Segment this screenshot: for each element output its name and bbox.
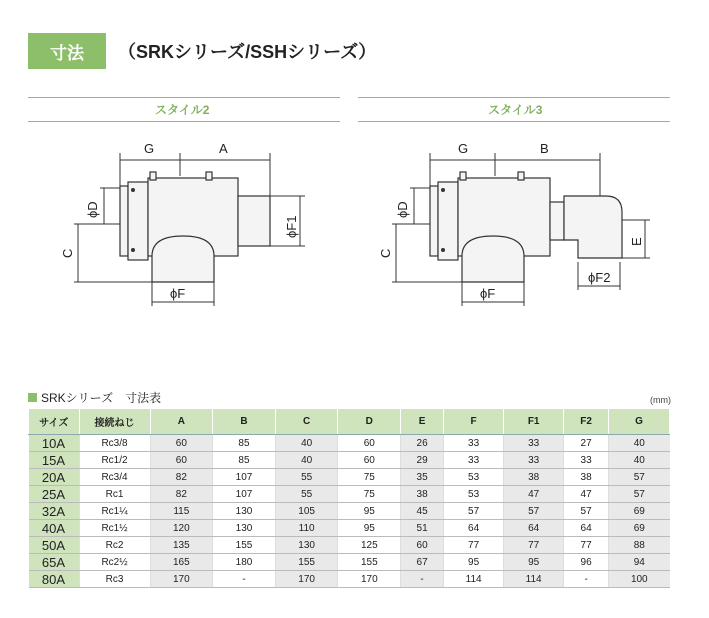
- value-cell: -: [401, 571, 444, 588]
- style2-label: スタイル2: [155, 103, 210, 117]
- size-cell: 40A: [29, 520, 80, 537]
- value-cell: 130: [275, 537, 338, 554]
- style3-dim-f2: ϕF2: [588, 270, 611, 285]
- value-cell: 69: [609, 520, 670, 537]
- value-cell: 105: [275, 503, 338, 520]
- value-cell: 67: [401, 554, 444, 571]
- value-cell: 170: [275, 571, 338, 588]
- value-cell: 29: [401, 452, 444, 469]
- value-cell: 40: [609, 452, 670, 469]
- thread-cell: Rc1/2: [79, 452, 150, 469]
- value-cell: 45: [401, 503, 444, 520]
- header-cell: D: [338, 409, 401, 435]
- value-cell: 64: [444, 520, 504, 537]
- style3-dim-d: ϕD: [395, 201, 410, 218]
- style2-dim-f: ϕF: [170, 286, 186, 301]
- value-cell: 135: [150, 537, 213, 554]
- value-cell: 55: [275, 469, 338, 486]
- table-unit: (mm): [650, 395, 671, 405]
- value-cell: 75: [338, 486, 401, 503]
- value-cell: 114: [444, 571, 504, 588]
- size-cell: 80A: [29, 571, 80, 588]
- header-cell: F: [444, 409, 504, 435]
- value-cell: 170: [338, 571, 401, 588]
- style2-dim-f1: ϕF1: [284, 215, 299, 238]
- value-cell: 77: [564, 537, 609, 554]
- style3-dim-g: G: [458, 141, 469, 156]
- table-row: [29, 537, 670, 554]
- value-cell: 55: [275, 486, 338, 503]
- dimension-table: [28, 408, 670, 588]
- table-row: [29, 503, 670, 520]
- value-cell: 47: [504, 486, 564, 503]
- value-cell: 180: [213, 554, 276, 571]
- size-cell: 32A: [29, 503, 80, 520]
- size-cell: 20A: [29, 469, 80, 486]
- size-cell: 25A: [29, 486, 80, 503]
- value-cell: 82: [150, 486, 213, 503]
- size-cell: 15A: [29, 452, 80, 469]
- value-cell: 120: [150, 520, 213, 537]
- thread-cell: Rc1¼: [79, 503, 150, 520]
- value-cell: 33: [444, 452, 504, 469]
- table-row: [29, 554, 670, 571]
- value-cell: 57: [504, 503, 564, 520]
- header-cell: A: [150, 409, 213, 435]
- size-cell: 50A: [29, 537, 80, 554]
- value-cell: 40: [275, 452, 338, 469]
- style2-dim-c: C: [60, 248, 75, 258]
- header-cell: F1: [504, 409, 564, 435]
- value-cell: 57: [444, 503, 504, 520]
- value-cell: 94: [609, 554, 670, 571]
- style2-dim-a: A: [219, 141, 228, 156]
- value-cell: 95: [444, 554, 504, 571]
- value-cell: 100: [609, 571, 670, 588]
- thread-cell: Rc2: [79, 537, 150, 554]
- value-cell: 57: [609, 469, 670, 486]
- value-cell: 75: [338, 469, 401, 486]
- value-cell: 130: [213, 520, 276, 537]
- value-cell: 107: [213, 486, 276, 503]
- style3-dim-e: E: [629, 237, 644, 246]
- style3-dim-b: B: [540, 141, 549, 156]
- style2-dim-d: ϕD: [85, 201, 100, 218]
- value-cell: 95: [504, 554, 564, 571]
- value-cell: 77: [504, 537, 564, 554]
- value-cell: 64: [504, 520, 564, 537]
- value-cell: 88: [609, 537, 670, 554]
- thread-cell: Rc2½: [79, 554, 150, 571]
- header-cell: サイズ: [29, 409, 80, 435]
- value-cell: 130: [213, 503, 276, 520]
- header-cell: E: [401, 409, 444, 435]
- table-header-row: [29, 409, 670, 435]
- value-cell: 33: [504, 452, 564, 469]
- table-row: [29, 571, 670, 588]
- header-cell: F2: [564, 409, 609, 435]
- value-cell: 77: [444, 537, 504, 554]
- style3-label: スタイル3: [488, 103, 543, 117]
- value-cell: 35: [401, 469, 444, 486]
- value-cell: 60: [401, 537, 444, 554]
- size-cell: 65A: [29, 554, 80, 571]
- value-cell: 115: [150, 503, 213, 520]
- value-cell: 57: [564, 503, 609, 520]
- style3-dim-f: ϕF: [480, 286, 496, 301]
- value-cell: 60: [150, 435, 213, 452]
- table-row: [29, 435, 670, 452]
- value-cell: 51: [401, 520, 444, 537]
- table-row: [29, 452, 670, 469]
- style3-dim-c: C: [378, 248, 393, 258]
- value-cell: 155: [213, 537, 276, 554]
- thread-cell: Rc3: [79, 571, 150, 588]
- value-cell: 53: [444, 469, 504, 486]
- value-cell: 69: [609, 503, 670, 520]
- value-cell: 125: [338, 537, 401, 554]
- header-cell: B: [213, 409, 276, 435]
- table-row: [29, 520, 670, 537]
- value-cell: 110: [275, 520, 338, 537]
- value-cell: 38: [504, 469, 564, 486]
- value-cell: 82: [150, 469, 213, 486]
- value-cell: 170: [150, 571, 213, 588]
- table-row: [29, 469, 670, 486]
- table-title-square-icon: [28, 393, 37, 402]
- value-cell: 155: [338, 554, 401, 571]
- value-cell: 64: [564, 520, 609, 537]
- table-title: [28, 389, 161, 406]
- value-cell: 33: [504, 435, 564, 452]
- header-cell: G: [609, 409, 670, 435]
- value-cell: 114: [504, 571, 564, 588]
- thread-cell: Rc3/4: [79, 469, 150, 486]
- value-cell: 165: [150, 554, 213, 571]
- style2-dim-g: G: [144, 141, 155, 156]
- value-cell: 60: [150, 452, 213, 469]
- value-cell: 33: [564, 452, 609, 469]
- title-badge: 寸法: [28, 33, 106, 69]
- value-cell: 95: [338, 503, 401, 520]
- value-cell: 60: [338, 435, 401, 452]
- value-cell: 33: [444, 435, 504, 452]
- value-cell: 85: [213, 452, 276, 469]
- value-cell: 53: [444, 486, 504, 503]
- thread-cell: Rc1½: [79, 520, 150, 537]
- value-cell: 47: [564, 486, 609, 503]
- value-cell: 96: [564, 554, 609, 571]
- value-cell: 40: [609, 435, 670, 452]
- value-cell: 60: [338, 452, 401, 469]
- thread-cell: Rc3/8: [79, 435, 150, 452]
- header-cell: 接続ねじ: [79, 409, 150, 435]
- value-cell: 107: [213, 469, 276, 486]
- value-cell: 57: [609, 486, 670, 503]
- value-cell: -: [564, 571, 609, 588]
- value-cell: 38: [401, 486, 444, 503]
- value-cell: 95: [338, 520, 401, 537]
- value-cell: -: [213, 571, 276, 588]
- size-cell: 10A: [29, 435, 80, 452]
- thread-cell: Rc1: [79, 486, 150, 503]
- value-cell: 155: [275, 554, 338, 571]
- page-title: （SRKシリーズ/SSHシリーズ）: [118, 42, 377, 62]
- value-cell: 85: [213, 435, 276, 452]
- value-cell: 40: [275, 435, 338, 452]
- table-title-text: SRKシリーズ 寸法表: [41, 391, 162, 405]
- value-cell: 38: [564, 469, 609, 486]
- value-cell: 27: [564, 435, 609, 452]
- header-cell: C: [275, 409, 338, 435]
- table-row: [29, 486, 670, 503]
- value-cell: 26: [401, 435, 444, 452]
